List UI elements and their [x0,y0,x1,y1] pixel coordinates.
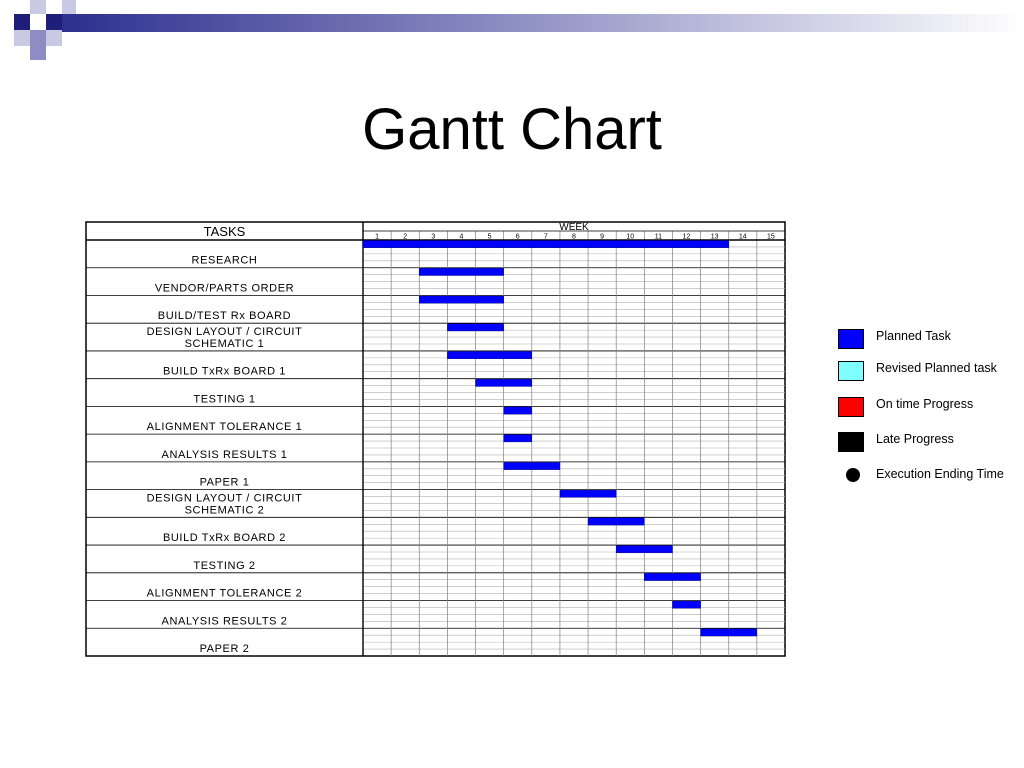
tasks-header: TASKS [203,224,246,239]
legend-label: Execution Ending Time [876,467,1004,481]
task-label: SCHEMATIC 1 [184,338,265,351]
task-label: RESEARCH [191,254,258,267]
legend-swatch [838,397,864,417]
task-label: ALIGNMENT TOLERANCE 1 [146,421,303,434]
planned-task-bar [701,629,757,636]
task-label: ALIGNMENT TOLERANCE 2 [146,587,303,600]
planned-task-bar [616,546,672,553]
task-label: SCHEMATIC 2 [184,504,265,517]
legend-marker-dot [846,468,860,482]
legend-swatch [838,432,864,452]
week-tick-label: 14 [738,233,747,241]
task-label: BUILD TxRx BOARD 2 [162,532,287,545]
planned-task-bar [476,379,532,386]
week-tick-label: 12 [682,233,691,241]
week-tick-label: 13 [710,233,719,241]
planned-task-bar [363,241,729,248]
planned-task-bar [504,435,532,442]
legend-label: Late Progress [876,432,954,446]
task-label: PAPER 1 [199,476,250,489]
week-tick-label: 3 [431,233,436,241]
task-label: BUILD/TEST Rx BOARD [157,310,292,323]
week-header: WEEK [559,222,589,233]
planned-task-bar [672,601,700,608]
task-label: VENDOR/PARTS ORDER [154,282,295,295]
planned-task-bar [419,268,503,275]
week-tick-label: 4 [459,233,464,241]
week-tick-label: 10 [626,233,635,241]
week-tick-label: 11 [654,233,663,241]
week-tick-label: 8 [572,233,576,241]
week-tick-label: 15 [767,233,775,241]
legend-label: Revised Planned task [876,361,997,375]
task-label: TESTING 2 [193,559,256,572]
legend-label: Planned Task [876,329,951,343]
week-tick-label: 2 [403,233,408,241]
planned-task-bar [504,407,532,414]
week-tick-label: 7 [543,233,548,241]
planned-task-bar [588,518,644,525]
planned-task-bar [560,490,616,497]
legend-swatch [838,361,864,381]
planned-task-bar [644,573,700,580]
planned-task-bar [419,296,503,303]
week-tick-label: 5 [487,233,492,241]
slide-title: Gantt Chart [362,97,662,162]
task-label: DESIGN LAYOUT / CIRCUIT [146,492,303,505]
week-tick-label: 9 [600,233,605,241]
task-label: PAPER 2 [199,643,250,655]
legend-label: On time Progress [876,397,974,411]
task-label: ANALYSIS RESULTS 1 [161,448,288,461]
task-label: BUILD TxRx BOARD 1 [162,365,287,378]
planned-task-bar [447,351,531,358]
legend-swatch [838,329,864,349]
task-label: DESIGN LAYOUT / CIRCUIT [146,326,303,339]
task-label: TESTING 1 [193,393,256,406]
task-label: ANALYSIS RESULTS 2 [161,615,288,628]
week-tick-label: 1 [375,233,380,241]
planned-task-bar [504,462,560,469]
planned-task-bar [447,324,503,331]
week-tick-label: 6 [515,233,520,241]
